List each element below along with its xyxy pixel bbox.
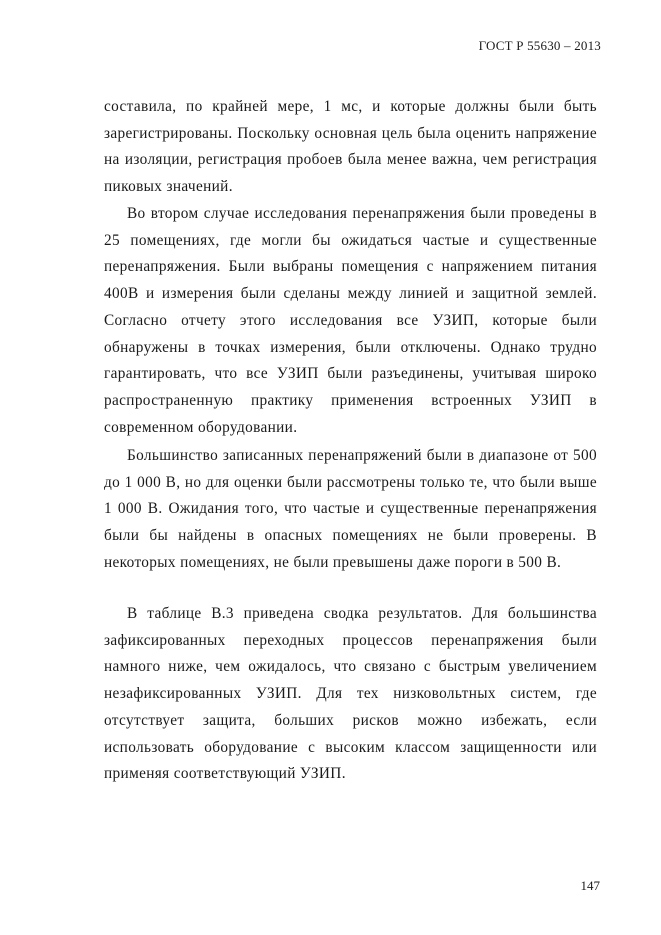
- paragraph-continuation: составила, по крайней мере, 1 мс, и которые должны были быть зарегистрированы. Поскольку основная цель была оценить напряжение на изоляции, регистрация пробоев была менее важна, чем регистрация пиковых значений.: [104, 98, 597, 196]
- document-standard-header: ГОСТ Р 55630 – 2013: [478, 38, 601, 53]
- paragraph-second-study: Во втором случае исследования перенапряжения были проведены в 25 помещениях, где могли бы ожидаться частые и существенные перенапряжения. Были выбраны помещения с напряжением питания 400В и измерения были сделаны между линией и защитной землей. Согласно отчету этого исследования все УЗИП, которые были обнаружены в точках измерения, были отключены. Однако трудно гарантировать, что все УЗИП были разъединены, учитывая широко распространенную практику применения встроенных УЗИП в современном оборудовании.: [104, 205, 597, 436]
- paragraph-table-summary: В таблице В.3 приведена сводка результатов. Для большинства зафиксированных переходных процессов перенапряжения были намного ниже, чем ожидалось, что связано с быстрым увеличением незафиксированных УЗИП. Для тех низковольтных систем, где отсутствует защита, больших рисков можно избежать, если использовать оборудование с высоким классом защищенности или применяя соответствующий УЗИП.: [104, 605, 597, 783]
- paragraph-recorded-overvoltages: Большинство записанных перенапряжений были в диапазоне от 500 до 1 000 В, но для оценки были рассмотрены только те, что были выше 1 000 В. Ожидания того, что частые и существенные перенапряжения были бы найдены в опасных помещениях не были проверены. В некоторых помещениях, не были превышены даже пороги в 500 В.: [104, 447, 597, 571]
- page-number: 147: [580, 878, 600, 893]
